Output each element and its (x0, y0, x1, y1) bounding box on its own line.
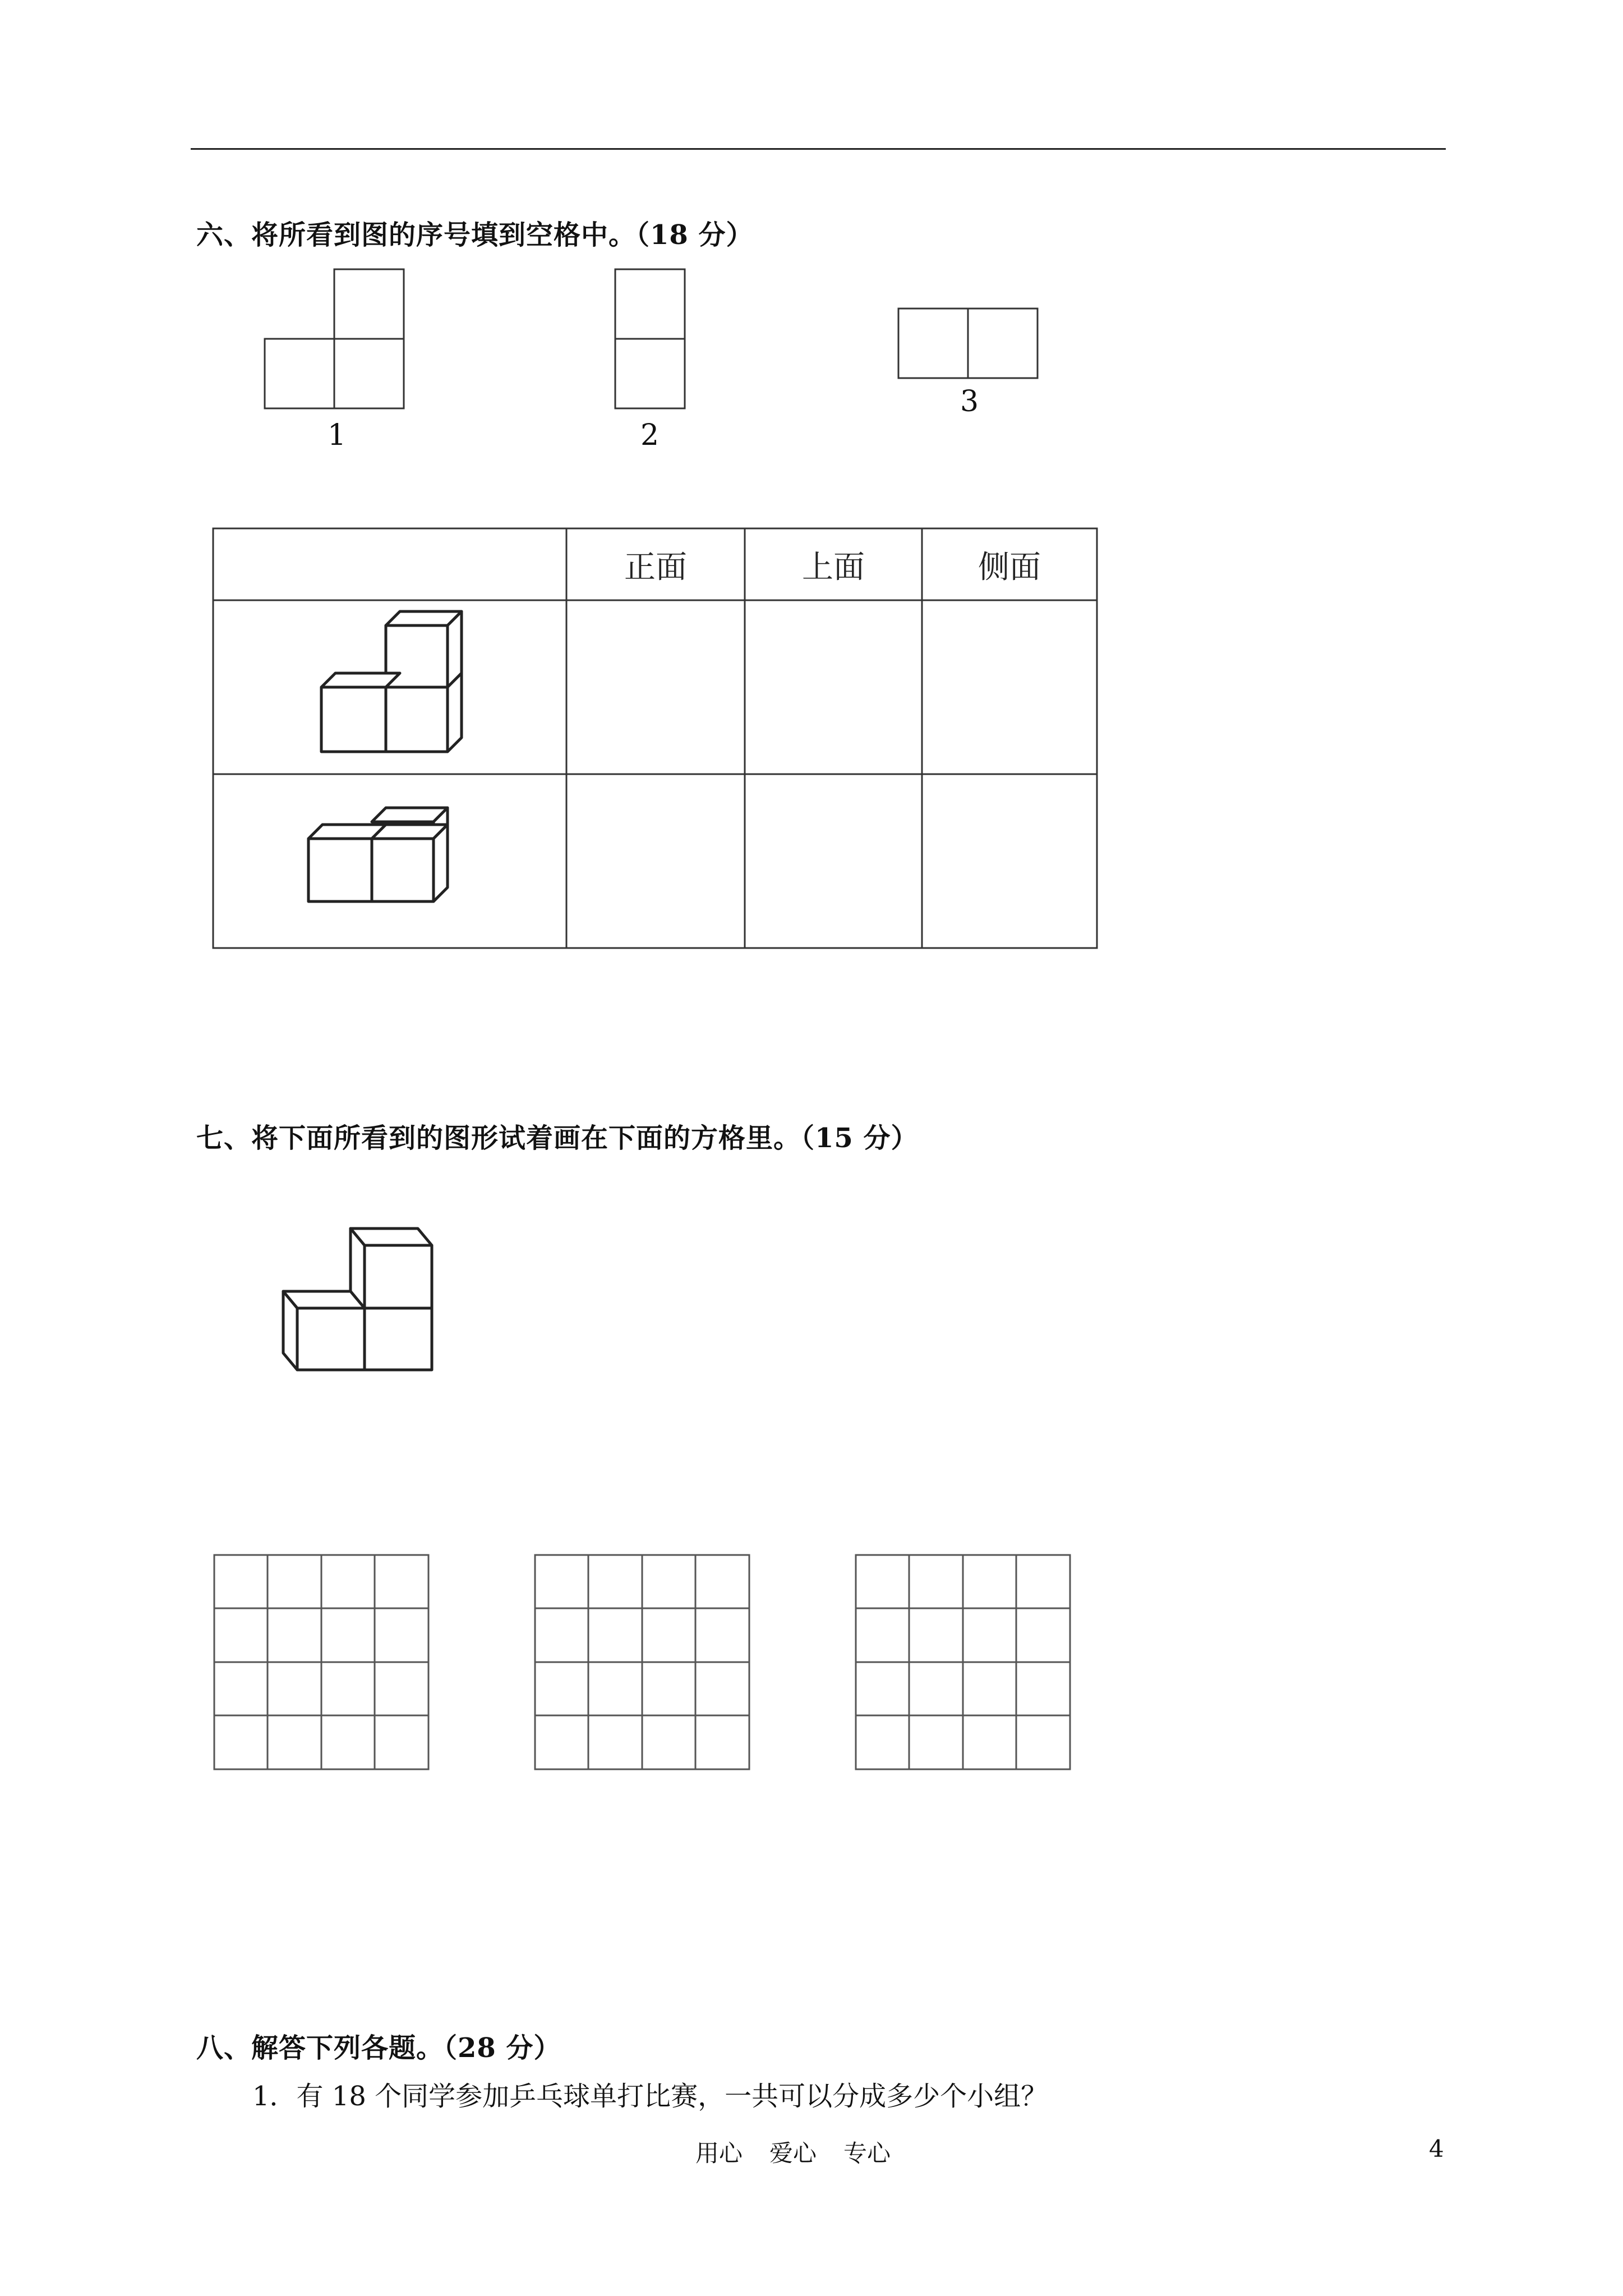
section-6-title: 六、将所看到图的序号填到空格中。（18 分） (196, 219, 754, 251)
figure-label-1: 1 (328, 418, 347, 452)
drawing-grid-3[interactable] (855, 1554, 1073, 1773)
page-number: 4 (1429, 2135, 1444, 2162)
section-7-title: 七、将下面所看到的图形试着画在下面的方格里。（15 分） (196, 1122, 919, 1154)
figure-label-3: 3 (960, 385, 979, 418)
footer-motto (695, 2135, 917, 2169)
header-front: 正面 (624, 549, 687, 586)
cube-figure-section-7 (269, 1217, 449, 1386)
header-top: 上面 (802, 549, 865, 586)
view-figure-2 (614, 268, 693, 414)
header-side: 侧面 (978, 549, 1041, 586)
view-table (212, 527, 1109, 954)
section-8-title: 八、解答下列各题。（28 分） (196, 2032, 561, 2064)
view-figure-1 (264, 268, 409, 414)
cube-stack-figure-2 (308, 808, 448, 901)
cube-stack-figure-1 (321, 611, 462, 752)
footer-motto-1: 用心 (695, 2139, 743, 2167)
footer-motto-3: 专心 (843, 2139, 891, 2167)
footer-motto-2: 爱心 (769, 2139, 817, 2167)
question-1: 1．有 18 个同学参加乒乓球单打比赛，一共可以分成多少个小组？ (252, 2081, 1048, 2112)
view-figure-3 (897, 307, 1049, 380)
header-rule (191, 148, 1446, 150)
drawing-grid-2[interactable] (534, 1554, 753, 1773)
drawing-grid-1[interactable] (213, 1554, 432, 1773)
figure-label-2: 2 (640, 418, 660, 452)
